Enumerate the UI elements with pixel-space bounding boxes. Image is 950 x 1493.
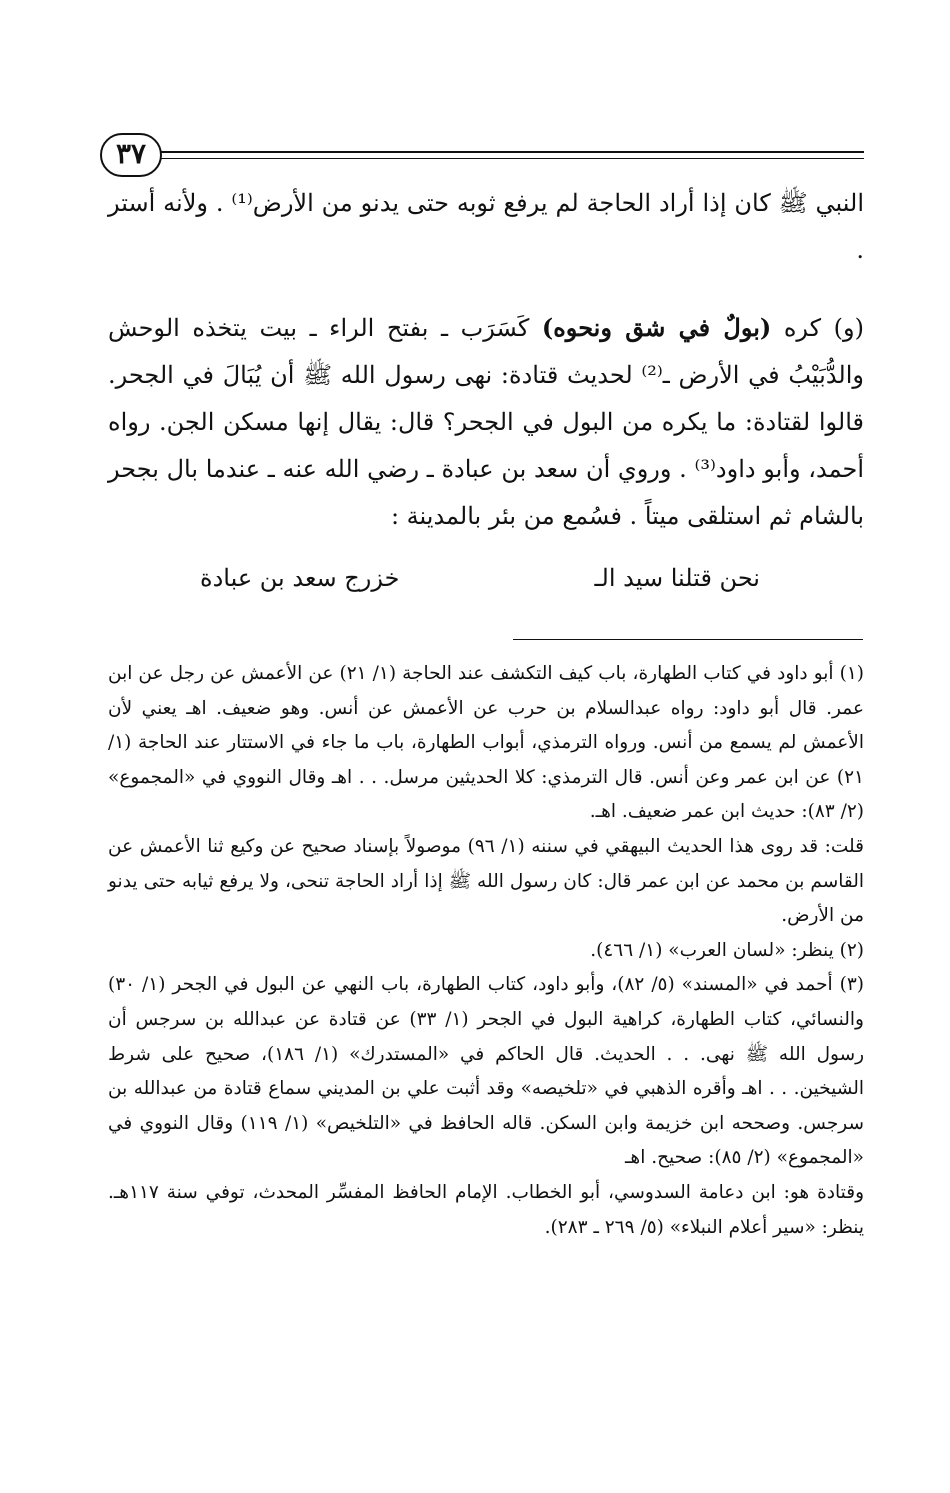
footnote-3-note: وقتادة هو: ابن دعامة السدوسي، أبو الخطاب. الإمام الحافظ المفسِّر المحدث، توفي سنة ١١٧هـ. ينظر: «سير أعلام النبلاء» (٥/ ٢٦٩ ـ ٢٨٣). (108, 1181, 864, 1238)
footnote-3: (٣) أحمد في «المسند» (٥/ ٨٢)، وأبو داود، كتاب الطهارة، باب النهي عن البول في الجحر (١/ ٣٠) والنسائي، كتاب الطهارة، كراهية البول في الجحر (١/ ٣٣) عن قتادة عن عبدالله بن سرجس أن رسول الله ﷺ نهى. . . الحديث. قال الحاكم في «المستدرك» (١/ ١٨٦)، صحيح على شرط الشيخين. . . اهـ وأقره الذهبي في «تلخيصه» وقد أثبت علي بن المديني سماع قتادة من عبدالله بن سرجس. وصححه ابن خزيمة وابن السكن. قاله الحافظ في «التلخيص» (١/ ١١٩) وقال النووي في «المجموع» (٢/ ٨٥): صحيح. اهـ (108, 974, 864, 1169)
main-text (108, 180, 864, 540)
header-rule (150, 151, 864, 159)
poem-second-hemistich: خزرج سعد بن عبادة (200, 564, 400, 592)
paragraph-2-open: (و) كره (783, 314, 864, 342)
paragraph-1: النبي ﷺ كان إذا أراد الحاجة لم يرفع ثوبه حتى يدنو من الأرض⁽¹⁾ . ولأنه أستر . (108, 189, 864, 264)
poem-first-hemistich: نحن قتلنا سيد الـ (594, 564, 760, 592)
page-number: ٣٧ (100, 133, 162, 177)
paragraph-2-rest: كَسَرَب ـ بفتح الراء ـ بيت يتخذه الوحش والدُّبَيْبُ في الأرض ـ⁽²⁾ لحديث قتادة: نهى رسول الله ﷺ أن يُبَالَ في الجحر. قالوا لقتادة: ما يكره من البول في الجحر؟ قال: يقال إنها مسكن الجن. رواه أحمد، وأبو داود⁽³⁾ . وروي أن سعد بن عبادة ـ رضي الله عنه ـ عندما بال بجحر بالشام ثم استلقى ميتاً . فسُمع من بئر بالمدينة : (108, 314, 865, 530)
paragraph-2-bold: (بولٌ في شق ونحوه) (541, 313, 772, 342)
poem-verse (200, 556, 760, 600)
paragraph-2 (108, 304, 864, 540)
footnote-2: (٢) ينظر: «لسان العرب» (١/ ٤٦٦). (590, 939, 864, 961)
footnote-1: (١) أبو داود في كتاب الطهارة، باب كيف التكشف عند الحاجة (١/ ٢١) عن الأعمش عن رجل عن ابن عمر. قال أبو داود: رواه عبدالسلام بن حرب عن الأعمش عن أنس. وهو ضعيف. اهـ يعني لأن الأعمش لم يسمع من أنس. ورواه الترمذي، أبواب الطهارة، باب ما جاء في الاستتار عند الحاجة (١/ ٢١) عن ابن عمر وعن أنس. قال الترمذي: كلا الحديثين مرسل. . . اهـ وقال النووي في «المجموع» (٢/ ٨٣): حديث ابن عمر ضعيف. اهـ. (108, 663, 864, 823)
footnote-1-note: قلت: قد روى هذا الحديث البيهقي في سننه (١/ ٩٦) موصولاً بإسناد صحيح عن وكيع ثنا الأعمش عن القاسم بن محمد عن ابن عمر قال: كان رسول الله ﷺ إذا أراد الحاجة تنحى، ولا يرفع ثيابه حتى يدنو من الأرض. (108, 835, 864, 927)
footnotes (108, 657, 864, 1245)
footnote-separator (513, 639, 863, 640)
